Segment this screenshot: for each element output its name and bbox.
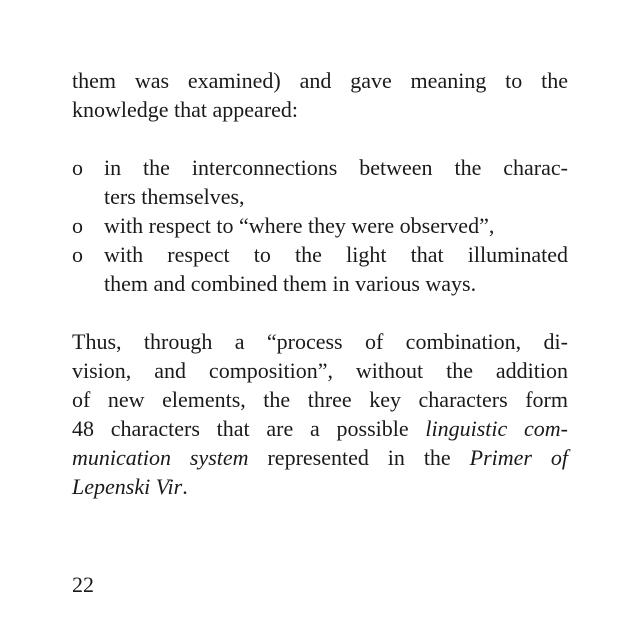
list-item (72, 211, 568, 240)
list-item (72, 153, 568, 211)
text-run: 48 characters that are a possible (72, 416, 426, 441)
list-item-line: with respect to the light that illuminated (104, 242, 568, 267)
italic-text-run: Lepenski Vir (72, 474, 183, 499)
paragraph-line: vision, and composition”, without the addition (72, 358, 568, 383)
list-item-line: them and combined them in various ways. (104, 271, 477, 296)
bullet-marker: o (72, 213, 83, 238)
italic-text-run: Primer of (469, 445, 568, 470)
page-body (72, 66, 568, 501)
paragraph-line (72, 443, 568, 472)
paragraph-line: them was examined) and gave meaning to the (72, 68, 568, 93)
list-item (72, 240, 568, 298)
list-item-line: in the interconnections between the charac- (104, 155, 568, 180)
paragraph-line (72, 414, 568, 443)
text-run: represented in the (248, 445, 470, 470)
paragraph-gap (72, 124, 568, 153)
page-number: 22 (72, 572, 94, 597)
paragraph-gap (72, 298, 568, 327)
paragraph-line (72, 472, 568, 501)
paragraph-line: knowledge that appeared: (72, 97, 299, 122)
bullet-marker: o (72, 155, 83, 180)
italic-text-run: munication system (72, 445, 249, 470)
paragraph-line: of new elements, the three key characters form (72, 387, 568, 412)
paragraph-line: Thus, through a “process of combination, di- (72, 329, 568, 354)
italic-text-run: linguistic com- (425, 416, 568, 441)
bullet-marker: o (72, 242, 83, 267)
list-item-line: ters themselves, (104, 184, 245, 209)
text-run: . (182, 474, 188, 499)
list-item-line: with respect to “where they were observed”, (104, 213, 495, 238)
